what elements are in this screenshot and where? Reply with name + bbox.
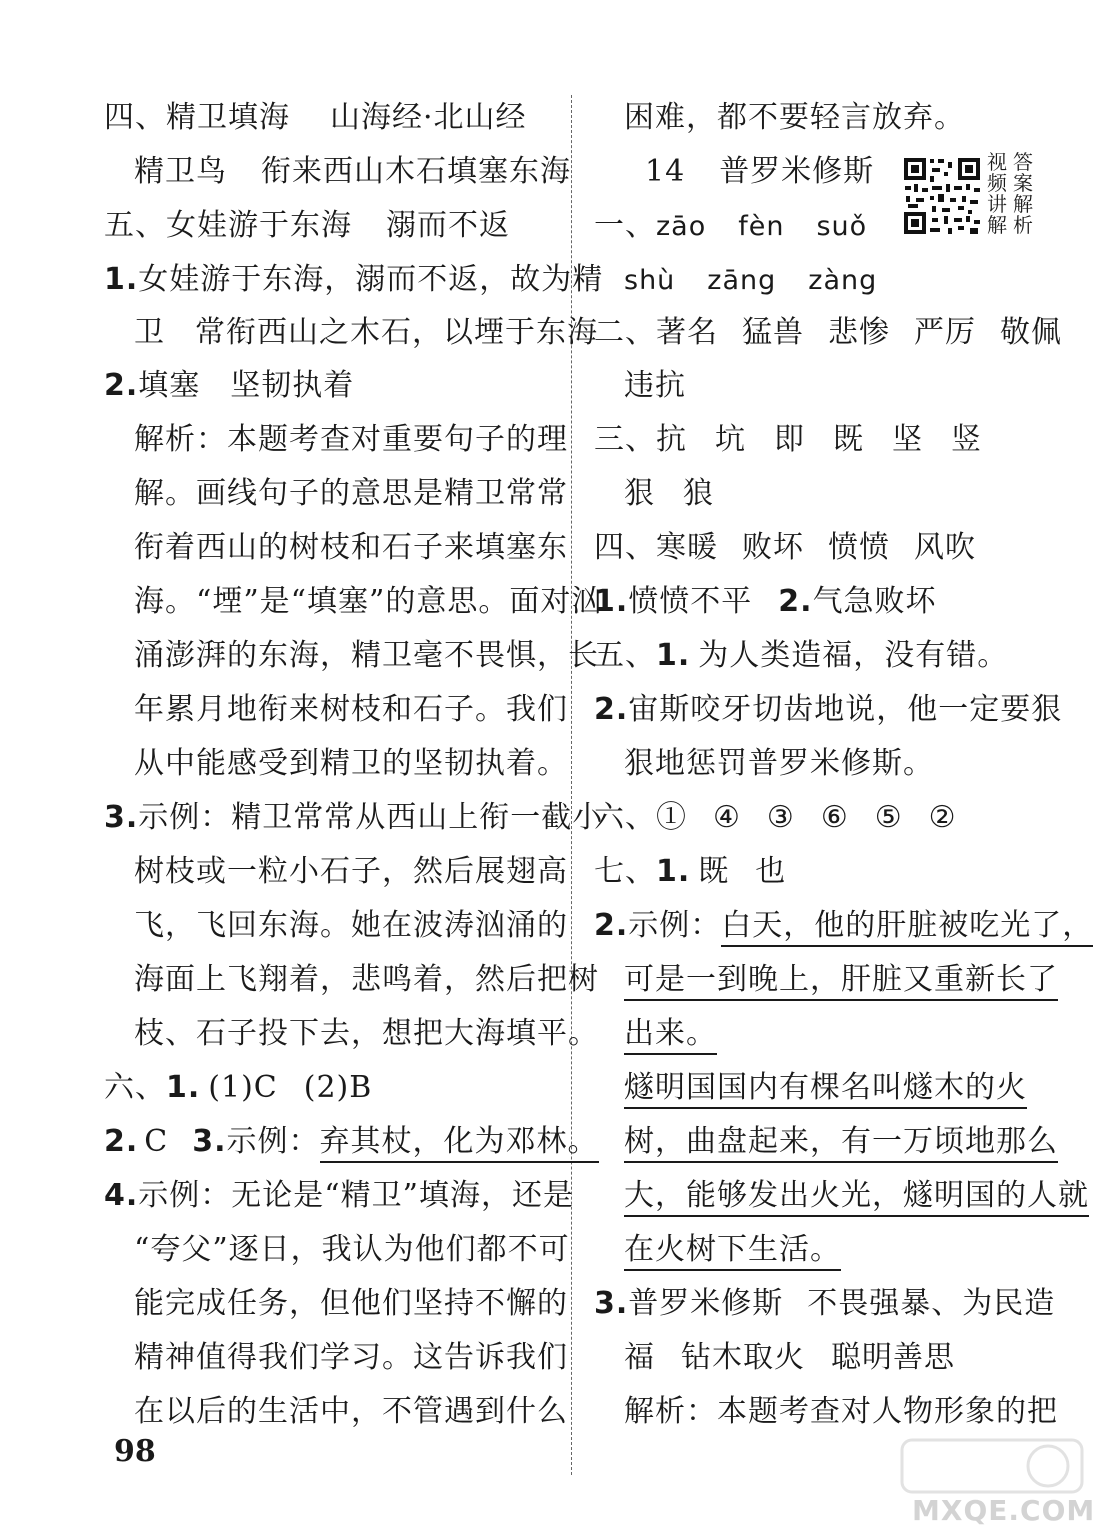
q3-line: 飞，飞回东海。她在波涛汹涌的: [134, 908, 568, 943]
q4-line: 精神值得我们学习。这告诉我们: [134, 1340, 568, 1375]
section-7-q3-analysis: 解析：本题考查对人物形象的把: [624, 1394, 1058, 1429]
section-6-order: 六、① ④ ③ ⑥ ⑤ ②: [594, 800, 957, 835]
watermark-text: MXQE.COM: [912, 1494, 1096, 1527]
section-4-heading: 四、精卫填海 山海经·北山经: [104, 100, 527, 135]
q4-line: 在以后的生活中，不管遇到什么: [134, 1394, 568, 1429]
section-7-q2-line-5: 树，曲盘起来，有一万顷地那么: [624, 1122, 1058, 1162]
section-7-q3-line-1: 3.普罗米修斯 不畏强暴、为民造: [594, 1286, 1056, 1321]
section-5-q2-line-2: 狠地惩罚普罗米修斯。: [624, 746, 934, 781]
section-2-line-1: 二、著名 猛兽 悲惨 严厉 敬佩: [594, 315, 1062, 350]
section-1-pinyin-row-2: shù zāng zàng: [624, 265, 878, 296]
analysis-line: 解。画线句子的意思是精卫常常: [134, 476, 568, 511]
section-4-answer: 精卫鸟 衔来西山木石填塞东海: [134, 154, 571, 189]
section-6-line-1: 六、1. (1)C (2)B: [104, 1070, 373, 1105]
section-7-q2-line-4: 燧明国国内有棵名叫燧木的火: [624, 1068, 1027, 1108]
analysis-line: 涌澎湃的东海，精卫毫不畏惧，长: [134, 638, 599, 673]
page-number: 98: [114, 1434, 156, 1469]
section-7-q2-line-2: 可是一到晚上，肝脏又重新长了: [624, 960, 1058, 1000]
section-5-q2-line-1: 2.宙斯咬牙切齿地说，他一定要狠: [594, 692, 1063, 727]
q1-line-1: 1.女娃游于东海，溺而不返，故为精: [104, 262, 604, 297]
analysis-line: 海。“堙”是“填塞”的意思。面对汹: [134, 584, 603, 619]
section-3-line-2: 狠 狼: [624, 476, 714, 511]
section-5-heading: 五、女娃游于东海 溺而不返: [104, 208, 510, 243]
continued-text: 困难，都不要轻言放弃。: [624, 100, 965, 135]
q4-line: 能完成任务，但他们坚持不懈的: [134, 1286, 568, 1321]
section-3-line-1: 三、抗 坑 即 既 坚 竖: [594, 422, 982, 457]
analysis-line: 从中能感受到精卫的坚韧执着。: [134, 746, 568, 781]
column-divider: [571, 95, 572, 1475]
section-2-line-2: 违抗: [624, 368, 686, 403]
analysis-line: 解析：本题考查对重要句子的理: [134, 422, 568, 457]
q4-line-1: 4.示例：无论是“精卫”填海，还是: [104, 1178, 574, 1213]
section-7-q2-line-6: 大，能够发出火光，燧明国的人就: [624, 1176, 1089, 1216]
section-7-q2-line-7: 在火树下生活。: [624, 1230, 841, 1270]
q3-line: 枝、石子投下去，想把大海填平。: [134, 1016, 599, 1051]
q3-line: 树枝或一粒小石子，然后展翅高: [134, 854, 568, 889]
qr-code-icon[interactable]: [902, 156, 982, 236]
qr-label-video: 视频讲解: [987, 150, 1007, 237]
q1-line-2: 卫 常衔西山之木石，以堙于东海: [134, 315, 598, 350]
lesson-heading: 14 普罗米修斯: [645, 154, 875, 189]
section-1-pinyin-row-1: 一、zāo fèn suǒ: [594, 208, 868, 243]
q3-line-1: 3.示例：精卫常常从西山上衔一截小: [104, 800, 604, 835]
q2-line: 2.填塞 坚韧执着: [104, 368, 355, 403]
analysis-line: 年累月地衔来树枝和石子。我们: [134, 692, 568, 727]
section-4-line: 四、寒暖 败坏 愤愤 风吹: [594, 530, 976, 565]
qr-label-answer: 答案解析: [1013, 150, 1033, 237]
analysis-line: 衔着西山的树枝和石子来填塞东: [134, 530, 568, 565]
q3-line: 海面上飞翔着，悲鸣着，然后把树: [134, 962, 599, 997]
q4-line: “夸父”逐日，我认为他们都不可: [134, 1232, 570, 1267]
section-6-line-2: 2. C 3.示例：弃其杖，化为邓林。: [104, 1122, 599, 1162]
section-7-q2-line-3: 出来。: [624, 1014, 717, 1054]
section-5-q1: 五、1. 为人类造福，没有错。: [594, 638, 1009, 673]
section-7-q3-line-2: 福 钻木取火 聪明善思: [624, 1340, 955, 1375]
section-4-answers: 1.愤愤不平 2.气急败坏: [594, 584, 937, 619]
section-7-q2-line-1: 2.示例：白天，他的肝脏被吃光了，: [594, 906, 1093, 946]
section-7-q1: 七、1. 既 也: [594, 854, 787, 889]
